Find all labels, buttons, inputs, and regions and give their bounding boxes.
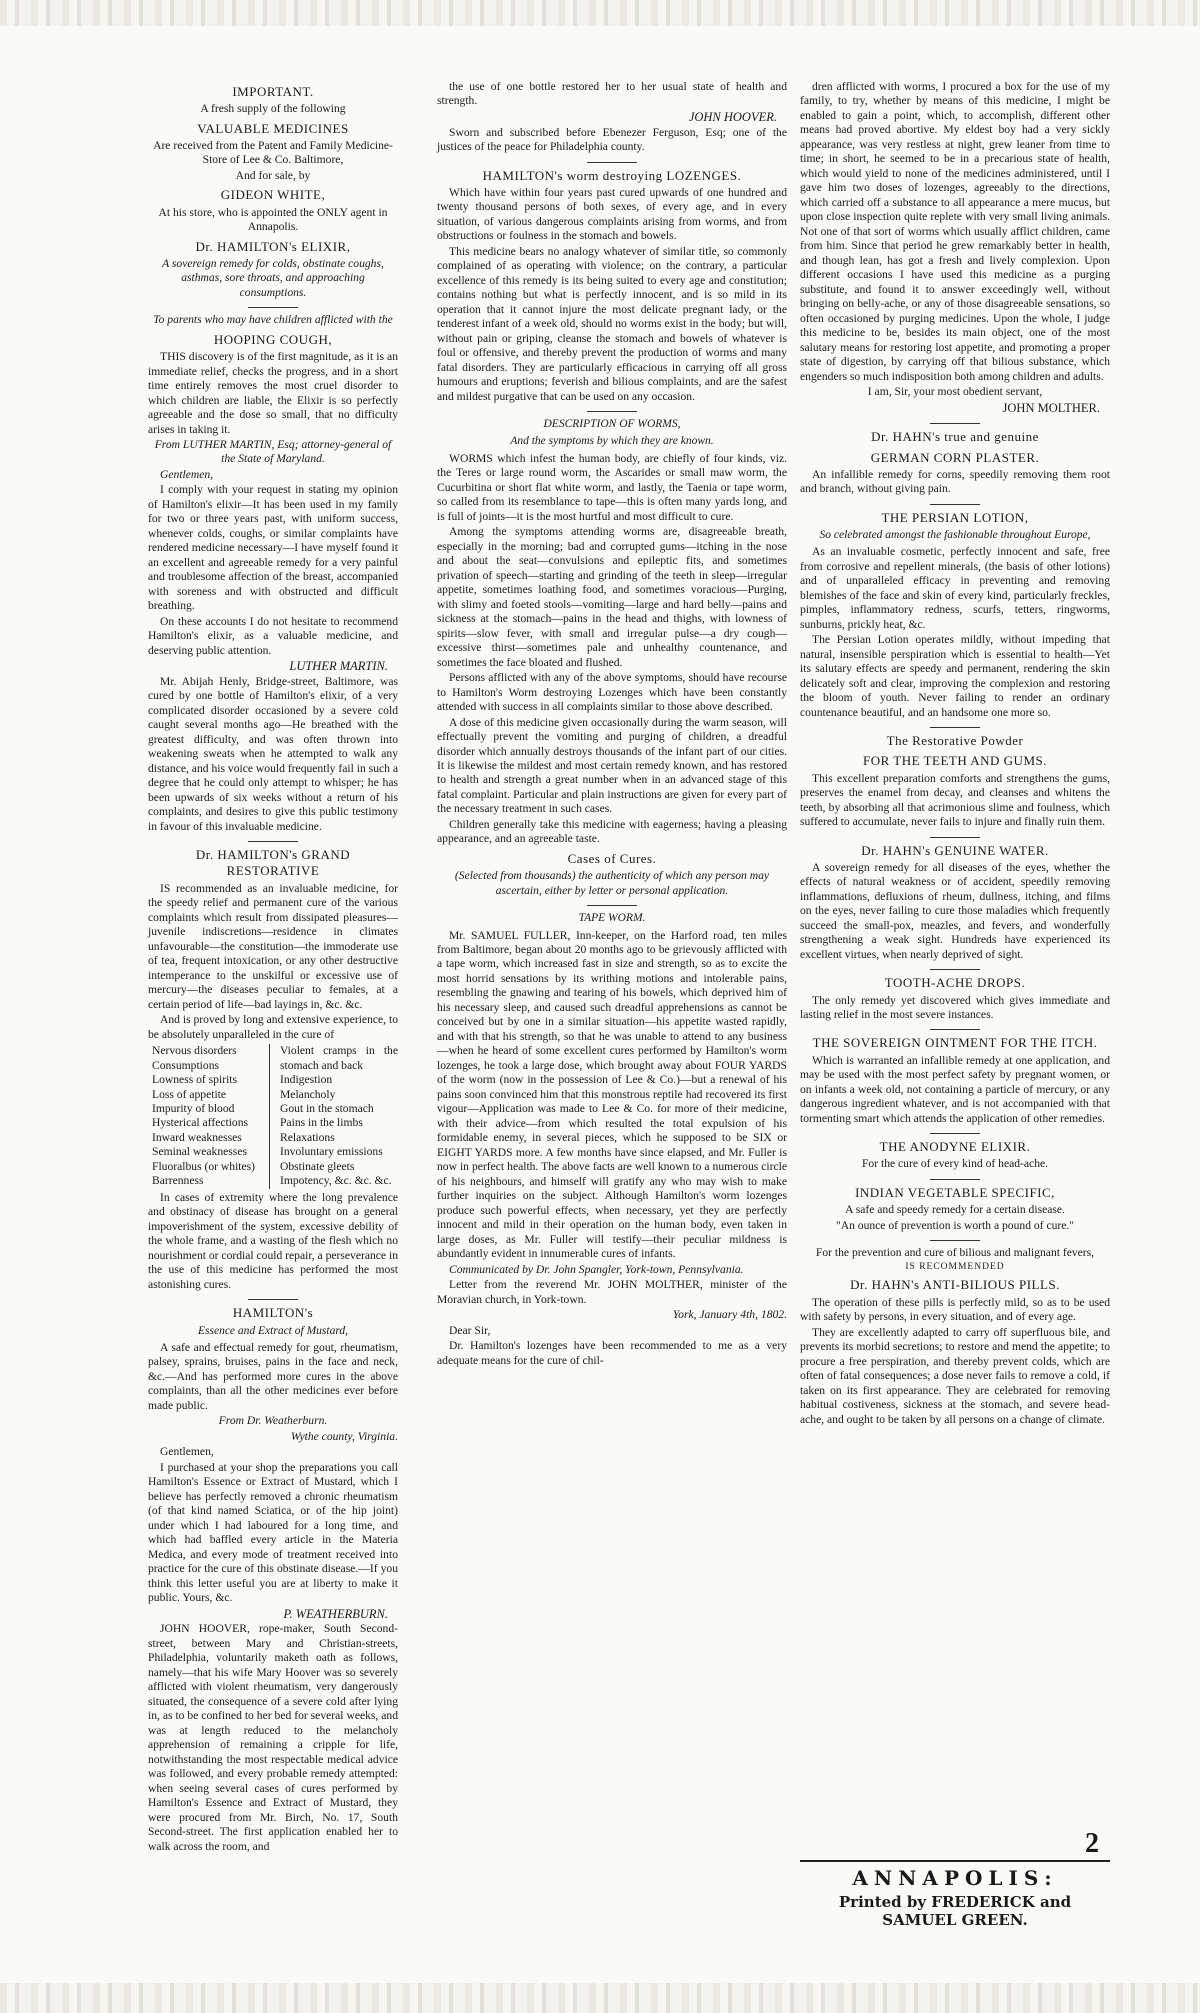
list-item: Melancholy (280, 1087, 336, 1101)
text: And is proved by long and extensive experience, to be absolutely unparalleled in the cure of (148, 1013, 398, 1041)
text: Which is warranted an infallible remedy at one application, and may be used with the most perfect safety by pregnant women, or on infants a week old, not containing a particle of mercury, or any dangerous ingredient whatever, and is not accompanied with that tormenting smart which attends the application of other remedies. (800, 1053, 1110, 1125)
divider (930, 1133, 980, 1134)
disorder-list-right (280, 1044, 398, 1189)
divider (930, 837, 980, 838)
text: This excellent preparation comforts and strengthens the gums, preserves the enamel from decay, and cleanses and whitens the teeth, by absorbing all that acrimonious slime and foulness, which suffered to accumulate, never fails to injure and finally ruin them. (800, 771, 1110, 829)
heading-tape-worm: TAPE WORM. (578, 912, 646, 925)
imprint-city: ANNAPOLIS: (852, 1866, 1058, 1890)
text: York, January 4th, 1802. (672, 1308, 787, 1322)
text: The Persian Lotion operates mildly, without impeding that natural, insensible perspiration which is essential to health—Yet its salutary effects are speedy and permanent, rendering the skin delicately soft and clear, improving the complexion and restoring the bloom of youth. Never failing to render an ordinary countenance beautiful, and an handsome one more so. (800, 633, 1110, 719)
list-item: Lowness of spirits (152, 1073, 238, 1087)
text: Letter from the reverend Mr. JOHN MOLTHER, minister of the Moravian church, in York-town. (437, 1278, 787, 1306)
text: To parents who may have children afflicted with the (153, 313, 393, 327)
column-2 (437, 80, 787, 1369)
list-item: Pains in the limbs (280, 1116, 363, 1130)
text: Dear Sir, (449, 1323, 491, 1337)
list-item: Violent cramps in the stomach and back (280, 1044, 398, 1072)
text: A dose of this medicine given occasionally during the warm season, will effectually prevent the vomiting and purging of children, a dreadful disorder which annually destroys thousands of the infant part of our cities. It is likewise the mildest and most certain remedy known, and has restored to health and strength a great number when in an advanced stage of this fatal complaint. Particular and plain instructions are given for every part of the necessary treatment in such cases. (437, 715, 787, 816)
heading-teeth-and-gums: FOR THE TEETH AND GUMS. (862, 753, 1047, 769)
signature: LUTHER MARTIN. (289, 659, 388, 674)
list-item: Nervous disorders (152, 1044, 237, 1058)
heading-hamilton: HAMILTON's (232, 1305, 314, 1321)
list-item: Impurity of blood (152, 1101, 235, 1115)
text: Mr. SAMUEL FULLER, Inn-keeper, on the Harford road, ten miles from Baltimore, began about 20 months ago to be grievously afflicted with a tape worm, which increased fast in size and strength, so as to excite the most horrid sensations by its writhing motions and intolerable pains, resembling the gnawing and tearing of his bowels, which deprived him of his necessary sleep, and caused such dreadful apprehensions as cannot be conceived but by one in a similar situation—his appetite wasted rapidly, and with that his strength, so that he was unable to attend to any business—when he heard of some excellent cures performed by Hamilton's worm lozenges, he took a large dose, which brought away about FOUR YARDS of the worm (now in the possession of Lee & Co.)—but a renewal of his pains soon convinced him that this monstrous reptile had recovered its first vigour—Application was made to Lee & Co. for more of their medicine, with their advice—from which resulted the total expulsion of his formidable enemy, in several pieces, which he supposed to be SIX or EIGHT YARDS more. A few months have since elapsed, and Mr. Fuller is now in perfect health. The above facts are well known to a numerous circle of his neighbours, and himself will gratify any who may wish to make further inquiries on the subject. Although Hamilton's worm lozenges produce such powerful effects, when necessary, yet they are perfectly innocent and mild in their operation on the human body, even taken in large doses, as Mr. Fuller will testify—their peculiar mildness is abundantly evident in innumerable cures of infants. (437, 928, 787, 1261)
list-item: Inward weaknesses (152, 1130, 242, 1144)
divider (800, 1860, 1110, 1862)
subheading-fashionable: So celebrated amongst the fashionable throughout Europe, (819, 529, 1091, 541)
heading-essence-mustard: Essence and Extract of Mustard, (197, 1324, 348, 1337)
text: In cases of extremity where the long prevalence and obstinacy of disease has brought on a general impoverishment of the system, excessive debility of the whole frame, and a wasting of the flesh which no nourishment or cordial could repair, a perseverance in the use of this medicine has performed the most astonishing cures. (148, 1190, 398, 1291)
text: And for sale, by (235, 168, 311, 182)
heading-hamilton-elixir: Dr. HAMILTON's ELIXIR, (195, 238, 351, 254)
subheading-symptoms: And the symptoms by which they are known. (510, 435, 714, 448)
heading-worm-lozenges: HAMILTON's worm destroying LOZENGES. (482, 167, 742, 183)
text: JOHN HOOVER, rope-maker, South Second-street, between Mary and Christian-streets, Philadelphia, voluntarily maketh oath as follows, namely—that his wife Mary Hoover was so severely afflicted with violent rheumatism, very dangerously situated, the consequence of a severe cold after lying in, as to be confined to her bed for several weeks, and was at length reduced to the melancholy apprehension of remaining a cripple for life, notwithstanding the most respectable medical advice was followed, and every probable remedy attempted: when seeing several cases of cures performed by Hamilton's Essence and Extract of Mustard, they were procured from Mr. Birch, No. 17, South Second-street. The first application enabled her to walk across the room, and (148, 1622, 398, 1853)
divider (930, 727, 980, 728)
column-3 (800, 80, 1110, 1428)
text: This medicine bears no analogy whatever of similar title, so commonly complained of as operating with violence; on the contrary, a particular excellence of this remedy is its being suited to every age and constitution; contains nothing but what is perfectly innocent, and is so mild in its operation that it cannot injure the most delicate pregnant lady, or the tenderest infant of a week old, should no worms exist in the body; but will, without pain or griping, cleanse the stomach and bowels of whatever is foul or offensive, and thereby prevent the production of worms and many fatal disorders. They are particularly efficacious in carrying off all gross humours and eruptions; feverish and bilious complaints, and are the safest and mildest purgative that can be used on any occasion. (437, 244, 787, 403)
text: THIS discovery is of the first magnitude, as it is an immediate relief, checks the progress, and in a short time entirely removes the most cruel disorder to which children are liable, the Elixir is so perfectly agreeable and the dose so small, that no difficulty arises in taking it. (148, 350, 398, 436)
torn-bottom-edge (0, 1983, 1200, 2013)
text: dren afflicted with worms, I procured a box for the use of my family, to try, whether by means of this medicine, I might be enabled to gain a point, which, to accomplish, different other means had proved abortive. My eldest boy had a very sickly appearance, was very restless at night, grew leaner from time to time; in short, he seemed to be in a precarious state of health, which would yield to none of the medicines administered, until I gave him two doses of lozenges, agreeably to the directions, which carried off a substance to all appearance a mere mucus, but upon close inspection quite replete with very small living animals. Not one of that sort of worms which usually afflict children, came from him. Since that period he grew remarkably better in health, and though lean, has got a fresh and lively complexion. Upon different occasions I have used this medicine as a purging substitute, and found it to answer exceedingly well, without bringing on belly-ache, or any of those disagreeable sensations, so often occasioned by purging medicines. Upon the whole, I judge this medicine to be, besides its main object, one of the most salutary means for restoring lost appetite, and promoting a proper state of digestion, by carrying off that bilious substance, which engenders so much indisposition both among children and adults. (800, 80, 1110, 383)
text: A sovereign remedy for all diseases of the eyes, whether the effects of natural weakness or of accident, speedily removing inflammations, defluxions of rheum, dullness, itching, and films on the eyes, never failing to cure those maladies which frequently succeed the small-pox, meazles, and fevers, and wonderfully strengthening a weak sight. Hundreds have experienced its excellent virtues, when nearly deprived of sight. (800, 860, 1110, 961)
divider (930, 969, 980, 970)
heading-corn-plaster: GERMAN CORN PLASTER. (870, 449, 1040, 465)
heading-tooth-ache-drops: TOOTH-ACHE DROPS. (884, 975, 1026, 991)
list-item: Relaxations (280, 1130, 335, 1144)
text: Wythe county, Virginia. (290, 1429, 398, 1443)
list-item: Seminal weaknesses (152, 1145, 247, 1159)
list-item: Gout in the stomach (280, 1101, 374, 1115)
text: "An ounce of prevention is worth a pound of cure." (835, 1218, 1075, 1232)
text: Among the symptoms attending worms are, disagreeable breath, especially in the morning; bad and corrupted gums—itching in the nose and about the seat—convulsions and epileptic fits, and sometimes privation of speech—starting and grinding of the teeth in sleep—irregular appetite, sometimes loathing food, and sometimes voracious—Purging, with slimy and foeted stools—vomiting—large and hard belly—pains and sickness at the stomach—pains in the head and thighs, with lowness of spirits—slow fever, with small and irregular pulse—a dry cough—excessive thirst—sometimes pale and unhealthy countenance, and sometimes the face bloated and flushed. (437, 525, 787, 669)
text: As an invaluable cosmetic, perfectly innocent and safe, free from corrosive and repellent minerals, (the basis of other lotions) and of unparalleled efficacy in preventing and removing blemishes of the face and skin of every kind, particularly freckles, pimples, inflammatory redness, scurfs, tetters, ringworms, sunburns, prickly heat, &c. (800, 545, 1110, 631)
text: Dr. Hamilton's lozenges have been recommended to me as a very adequate means for the cure of chil- (437, 1339, 787, 1367)
divider (248, 841, 298, 842)
text: Which have within four years past cured upwards of one hundred and twenty thousand persons of both sexes, of every age, and in every situation, of various dangerous complaints arising from worms, and from obstructions or foulness in the stomach and bowels. (437, 185, 787, 243)
heading-anti-bilious-pills: Dr. HAHN's ANTI-BILIOUS PILLS. (850, 1277, 1060, 1293)
heading-indian-vegetable-specific: INDIAN VEGETABLE SPECIFIC, (855, 1184, 1055, 1200)
heading-hahn-true-genuine: Dr. HAHN's true and genuine (871, 429, 1039, 445)
imprint (800, 1856, 1110, 1929)
heading-restorative-powder: The Restorative Powder (886, 733, 1024, 749)
text: For the cure of every kind of head-ache. (861, 1157, 1049, 1171)
heading-important: IMPORTANT. (232, 84, 314, 99)
text: I am, Sir, your most obedient servant, (867, 385, 1043, 399)
heading-description-of-worms: DESCRIPTION OF WORMS, (543, 418, 681, 431)
text: Sworn and subscribed before Ebenezer Ferguson, Esq; one of the justices of the peace for Philadelphia county. (437, 125, 787, 154)
signature: P. WEATHERBURN. (283, 1606, 388, 1621)
text: the use of one bottle restored her to her usual state of health and strength. (437, 80, 787, 108)
text: The operation of these pills is perfectly mild, so as to be used with safety by persons, in every situation, and of every age. (800, 1295, 1110, 1324)
heading-grand-restorative: Dr. HAMILTON's GRAND RESTORATIVE (195, 847, 351, 879)
text: An infallible remedy for corns, speedily removing them root and branch, without giving pain. (800, 467, 1110, 496)
text: Gentlemen, (160, 1445, 214, 1459)
divider (930, 423, 980, 424)
divider (587, 411, 637, 412)
list-item: Fluoralbus (or whites) (152, 1159, 256, 1173)
text: The only remedy yet discovered which gives immediate and lasting relief in the most severe instances. (800, 993, 1110, 1021)
text: At his store, who is appointed the ONLY agent in Annapolis. (158, 205, 388, 234)
text: For the prevention and cure of bilious and malignant fevers, (815, 1246, 1095, 1260)
list-item: Barrenness (152, 1174, 204, 1188)
signature: JOHN HOOVER. (688, 109, 777, 124)
text: A fresh supply of the following (200, 102, 346, 116)
text: They are excellently adapted to carry off superfluous bile, and prevents its morbid secretions; to restore and mend the appetite; to procure a free perspiration, and thereby prevent colds, which are often of fatal consequences; a dose never fails to remove a cold, if taken on its first appearance. They are celebrated for removing habitual costiveness, sickness at the stomach, and severe head-ache, and ought to be taken by all persons on a change of climate. (800, 1325, 1110, 1426)
heading-anodyne-elixir: THE ANODYNE ELIXIR. (879, 1139, 1031, 1155)
text: IS recommended as an invaluable medicine, for the speedy relief and permanent cure of the various complaints which result from dissipated pleasures—juvenile indiscretions—residence in climates unfavourable—the constitution—the immoderate use of tea, frequent intoxication, or any other destructive intemperance to the unskilful or excessive use of mercury—the diseases peculiar to females, at a certain period of life—bad layings in, &c. &c. (148, 881, 398, 1011)
divider (930, 1029, 980, 1030)
list-item: Loss of appetite (152, 1087, 227, 1101)
imprint-printers: Printed by FREDERICK and SAMUEL GREEN. (838, 1893, 1072, 1929)
text: WORMS which infest the human body, are chiefly of four kinds, viz. the Teres or large round worm, the Ascarides or small maw worm, the Cucurbitina or short flat white worm, and lastly, the Taenia or tape worm, so called from its resemblance to tape—this is often many yards long, and is full of joints—it is the most hurtful and most difficult to cure. (437, 451, 787, 523)
divider (930, 504, 980, 505)
heading-hooping-cough: HOOPING COUGH, (213, 331, 333, 347)
text: On these accounts I do not hesitate to recommend Hamilton's elixir, as a valuable medicine, and deserving public attention. (148, 614, 398, 657)
divider (248, 1299, 298, 1300)
divider (930, 1240, 980, 1241)
list-item: Impotency, &c. &c. &c. (280, 1174, 392, 1188)
text: (Selected from thousands) the authenticity of which any person may ascertain, either by letter or personal application. (454, 869, 770, 897)
list-item: Involuntary emissions (280, 1145, 383, 1159)
page-number: 2 (1085, 1828, 1099, 1859)
heading-persian-lotion: THE PERSIAN LOTION, (881, 509, 1029, 525)
list-item: Indigestion (280, 1073, 333, 1087)
disorder-list-left (152, 1044, 270, 1189)
text: Children generally take this medicine with eagerness; having a pleasing appearance, and an agreeable taste. (437, 817, 787, 846)
signature: JOHN MOLTHER. (1002, 400, 1100, 415)
heading-valuable-medicines: VALUABLE MEDICINES (197, 120, 349, 136)
divider (587, 905, 637, 906)
list-item: Hysterical affections (152, 1116, 249, 1130)
divider (930, 1179, 980, 1180)
disorder-table (152, 1044, 398, 1189)
list-item: Obstinate gleets (280, 1159, 355, 1173)
text: A sovereign remedy for colds, obstinate coughs, asthmas, sore throats, and approaching consumptions. (162, 256, 384, 299)
list-item: Consumptions (152, 1058, 219, 1072)
text: I comply with your request in stating my opinion of Hamilton's elixir—It has been used in my family for two or three years past, with uniform success, whenever colds, coughs, or similar complaints have rendered medicine necessary—I have myself found it an excellent and agreeable remedy for a very painful and troublesome affection of the breast, accompanied with soreness and with obstructed and difficult breathing. (148, 483, 398, 613)
text: A safe and speedy remedy for a certain disease. (845, 1203, 1065, 1217)
heading-genuine-water: Dr. HAHN's GENUINE WATER. (861, 842, 1049, 858)
text: Communicated by Dr. John Spangler, York-town, Pennsylvania. (449, 1262, 744, 1276)
torn-top-edge (0, 0, 1200, 26)
text: Gentlemen, (160, 467, 214, 481)
text: Are received from the Patent and Family Medicine-Store of Lee & Co. Baltimore, (153, 138, 393, 167)
heading-cases-of-cures: Cases of Cures. (567, 850, 657, 866)
heading-sovereign-ointment: THE SOVEREIGN OINTMENT FOR THE ITCH. (812, 1035, 1098, 1051)
text: IS RECOMMENDED (905, 1261, 1005, 1272)
column-1 (148, 80, 398, 1855)
text: Persons afflicted with any of the above symptoms, should have recourse to Hamilton's Worm destroying Lozenges which have been constantly attended with success in all complaints similar to those above described. (437, 671, 787, 714)
text: From Dr. Weatherburn. (218, 1414, 328, 1428)
text: A safe and effectual remedy for gout, rheumatism, palsey, sprains, bruises, pains in the face and neck, &c.—And has performed more cures in the above complaints, than all the other medicines ever before made public. (148, 1340, 398, 1412)
text: I purchased at your shop the preparations you call Hamilton's Essence or Extract of Mustard, which I believe has perfectly removed a chronic rheumatism (of that kind named Sciatica, or of the hip joint) under which I had laboured for a long time, and which had baffled every article in the Materia Medica, and every mode of treatment received into practice for the cure of this obstinate disease.—If you think this letter useful you are at liberty to make it public. Yours, &c. (148, 1460, 398, 1605)
heading-gideon-white: GIDEON WHITE, (220, 187, 326, 203)
text: Mr. Abijah Henly, Bridge-street, Baltimore, was cured by one bottle of Hamilton's elixir, of a very complicated disorder occasioned by a severe cold caught several months ago—He breathed with the greatest difficulty, and was often thrown into weakening sweats when he attempted to walk any distance, and his voice would frequently fail in such a degree that he could only attempt to whisper; he has been upwards of six weeks without a return of his complaints, and desires to give this public testimony in favour of this invaluable medicine. (148, 674, 398, 833)
divider (248, 307, 298, 308)
divider (587, 162, 637, 163)
text: From LUTHER MARTIN, Esq; attorney-general of the State of Maryland. (154, 438, 392, 466)
